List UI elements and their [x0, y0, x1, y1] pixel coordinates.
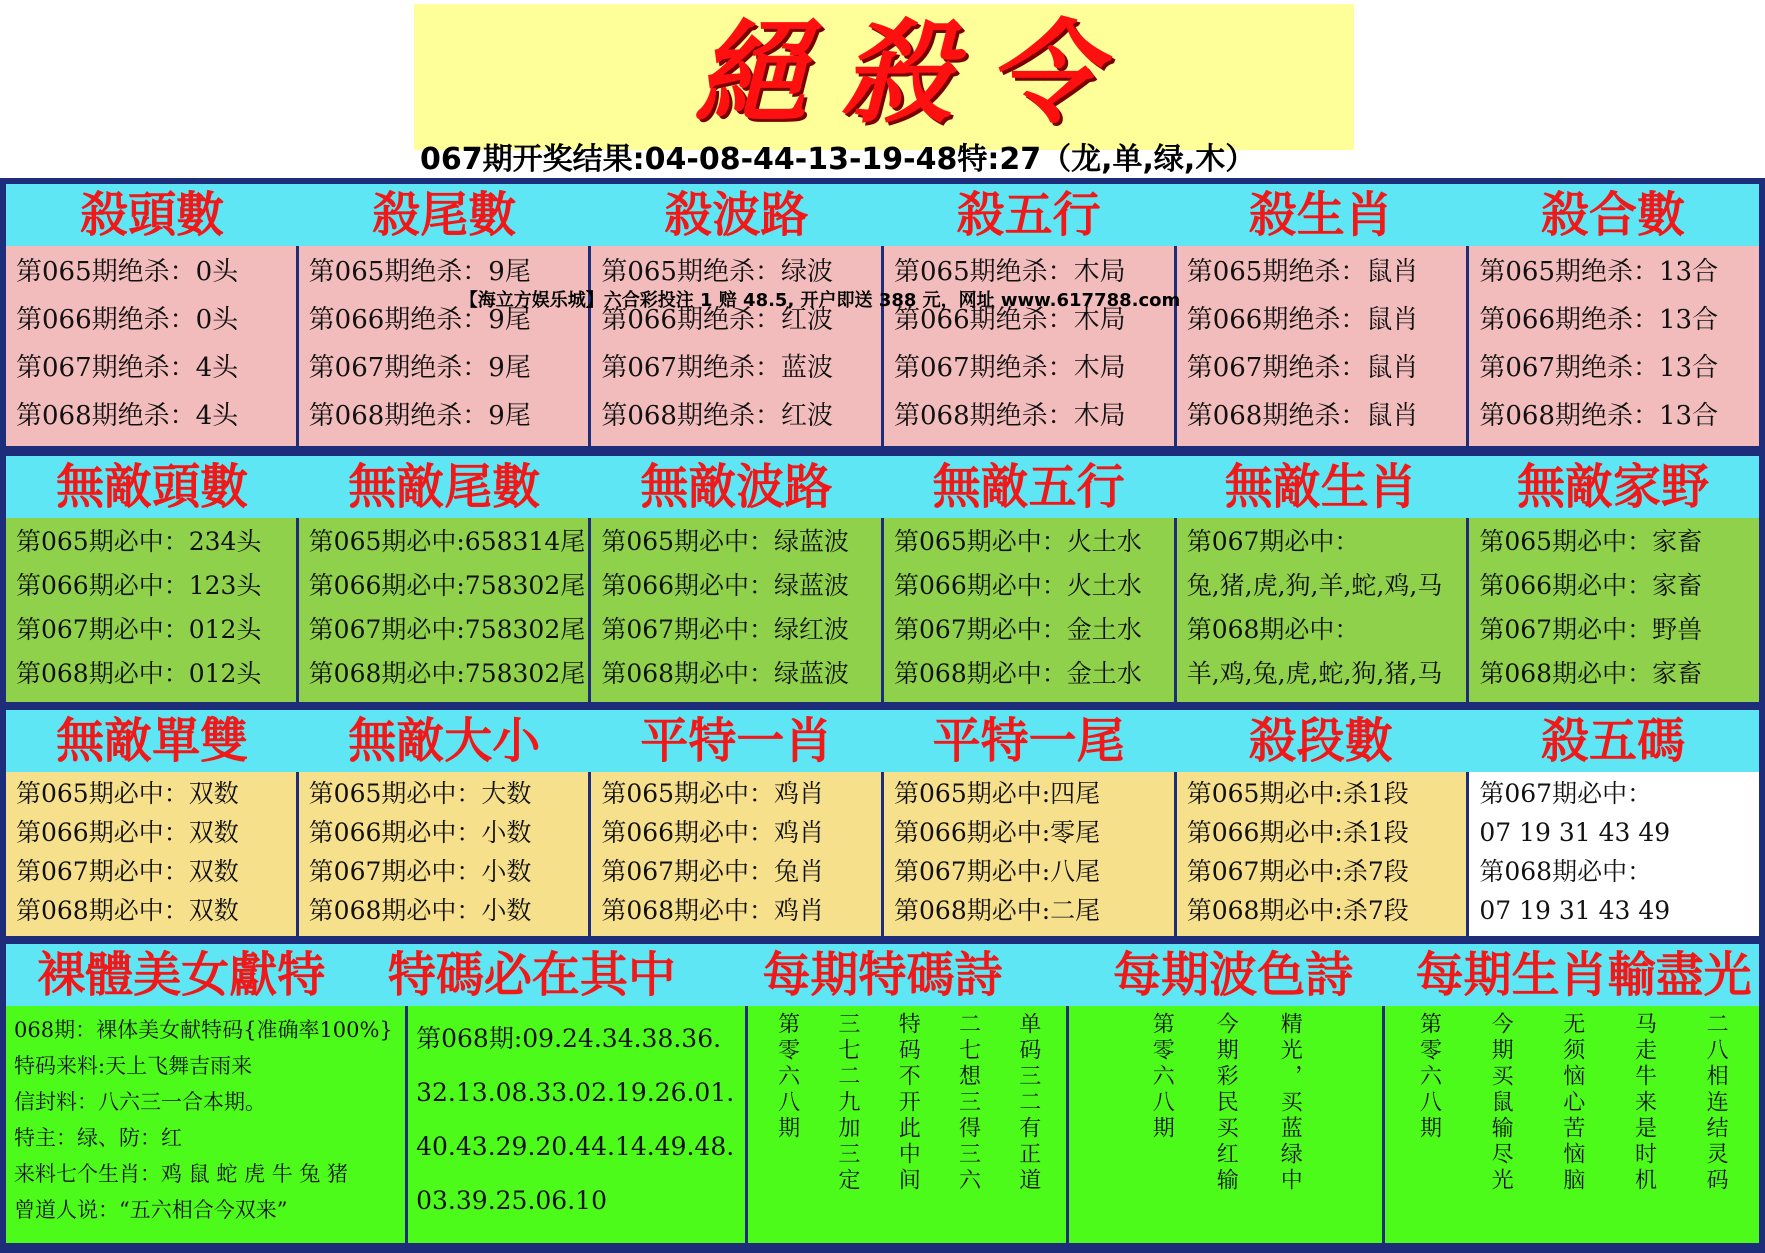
prediction-line: 第067期必中： — [1479, 779, 1653, 808]
prediction-line: 第065期必中：234头 — [16, 527, 262, 556]
prediction-line: 第065期必中：大数 — [308, 779, 532, 808]
prediction-line: 第068期必中：家畜 — [1479, 659, 1703, 688]
poem-line: 03.39.25.06.10 — [416, 1186, 607, 1215]
prediction-line: 第066期绝杀：0头 — [16, 305, 239, 335]
prediction-line: 第067期必中：小数 — [308, 857, 532, 886]
section-header: 殺頭數 — [80, 187, 225, 243]
banner — [414, 4, 1354, 150]
section-header: 殺五行 — [956, 187, 1101, 243]
prediction-column — [299, 772, 592, 936]
prediction-line: 第067期绝杀：9尾 — [308, 353, 531, 383]
poem-line: 068期：裸体美女献特码{准确率100%} — [14, 1018, 393, 1042]
prediction-line: 第065期必中:杀1段 — [1186, 779, 1409, 808]
prediction-line: 第065期必中：家畜 — [1479, 527, 1703, 556]
poem-column: 今期买鼠输尽光 — [1488, 1012, 1514, 1194]
prediction-line: 第066期绝杀：13合 — [1479, 305, 1719, 335]
prediction-line: 07 19 31 43 49 — [1479, 896, 1671, 925]
poem-column: 三七二九加三定 — [834, 1012, 860, 1194]
prediction-line: 第066期必中：火土水 — [894, 571, 1142, 600]
poem-column: 精光，买蓝绿中 — [1277, 1012, 1303, 1194]
prediction-line: 第067期必中:杀7段 — [1186, 857, 1409, 886]
poem-column: 无须恼心苦恼脑 — [1559, 1012, 1585, 1194]
section-must-hit — [6, 456, 1759, 702]
prediction-line: 第065期绝杀：木局 — [894, 257, 1126, 287]
prediction-line: 第068期绝杀：木局 — [894, 401, 1126, 431]
section-header: 無敵五行 — [932, 459, 1125, 515]
prediction-column — [884, 246, 1177, 446]
poem-line: 曾道人说：“五六相合今双来” — [14, 1198, 288, 1222]
prediction-line: 第067期必中：金土水 — [894, 615, 1142, 644]
prediction-line: 第068期必中：双数 — [16, 896, 239, 925]
poem-column: 二八相连结灵码 — [1703, 1012, 1729, 1194]
prediction-line: 第065期绝杀：鼠肖 — [1186, 257, 1419, 287]
section-header: 殺合數 — [1540, 187, 1685, 243]
poem-line: 信封料：八六三一合本期。 — [14, 1090, 266, 1114]
section-header: 裸體美女獻特 — [37, 947, 326, 1003]
section-header: 無敵大小 — [348, 713, 541, 769]
prediction-line: 第067期绝杀：13合 — [1479, 353, 1719, 383]
prediction-line: 羊,鸡,兔,虎,蛇,狗,猪,马 — [1186, 659, 1443, 688]
prediction-column — [1469, 518, 1759, 702]
section-header: 殺段數 — [1248, 713, 1393, 769]
section-header: 無敵單雙 — [56, 713, 249, 769]
prediction-column — [1469, 246, 1759, 446]
prediction-line: 第065期绝杀：9尾 — [308, 257, 531, 287]
prediction-line: 第067期必中：绿红波 — [601, 615, 850, 644]
prediction-line: 第066期必中：双数 — [16, 818, 239, 847]
prediction-line: 第066期绝杀：鼠肖 — [1186, 305, 1419, 335]
section-header: 平特一尾 — [932, 713, 1125, 769]
prediction-line: 第066期绝杀：红波 — [601, 305, 833, 335]
prediction-line: 第068期必中：012头 — [16, 659, 262, 688]
section-poems — [6, 944, 1759, 1243]
special-poem-cell — [748, 1006, 1069, 1243]
draw-result: 067期开奖结果:04-08-44-13-19-48特:27（龙,单,绿,木） — [420, 142, 1256, 177]
beauty-special-cell — [6, 1006, 408, 1243]
prediction-line: 第066期必中:758302尾 — [308, 571, 586, 600]
prediction-line: 第066期必中：123头 — [16, 571, 262, 600]
prediction-line: 第067期绝杀：4头 — [16, 353, 239, 383]
prediction-line: 第068期必中：鸡肖 — [601, 896, 825, 925]
prediction-line: 第067期必中:758302尾 — [308, 615, 586, 644]
color-poem-cell — [1069, 1006, 1385, 1243]
prediction-line: 第066期绝杀：9尾 — [308, 305, 531, 335]
poem-column: 第零六八期 — [774, 1012, 800, 1142]
poem-column: 第零六八期 — [1149, 1012, 1175, 1142]
prediction-line: 07 19 31 43 49 — [1479, 818, 1671, 847]
main-table — [0, 178, 1765, 1253]
special-code-cell — [408, 1006, 748, 1243]
prediction-line: 第067期必中：012头 — [16, 615, 262, 644]
section-misc-headers — [6, 710, 1759, 772]
section-header: 殺生肖 — [1248, 187, 1393, 243]
prediction-line: 第067期绝杀：鼠肖 — [1186, 353, 1419, 383]
section-poems-body — [6, 1006, 1759, 1243]
prediction-line: 第065期绝杀：13合 — [1479, 257, 1719, 287]
section-must-hit-body — [6, 518, 1759, 702]
poem-column: 特码不开此中间 — [895, 1012, 921, 1194]
title-logo: 絕殺令 — [695, 8, 1133, 139]
ad-text: 【海立方娱乐城】六合彩投注 1 赔 48.5, 开户即送 388 元，网址 www.617788.com — [459, 290, 1181, 311]
section-header: 每期波色詩 — [1113, 947, 1354, 1003]
poem-line: 32.13.08.33.02.19.26.01. — [416, 1078, 735, 1107]
prediction-line: 第066期必中:零尾 — [894, 818, 1101, 847]
prediction-line: 第068期必中:杀7段 — [1186, 896, 1409, 925]
prediction-line: 第068期必中： — [1479, 857, 1653, 886]
prediction-line: 第068期绝杀：4头 — [16, 401, 239, 431]
prediction-line: 第065期必中：火土水 — [894, 527, 1142, 556]
section-kill-body — [6, 246, 1759, 446]
prediction-line: 第065期必中：鸡肖 — [601, 779, 825, 808]
prediction-line: 第068期必中：小数 — [308, 896, 532, 925]
prediction-line: 第068期绝杀：13合 — [1479, 401, 1719, 431]
prediction-line: 第065期必中:658314尾 — [308, 527, 586, 556]
poem-line: 来料七个生肖：鸡 鼠 蛇 虎 牛 兔 猪 — [14, 1162, 349, 1186]
section-header: 無敵生肖 — [1224, 459, 1417, 515]
prediction-line: 第068期必中:758302尾 — [308, 659, 586, 688]
prediction-column — [1177, 772, 1470, 936]
section-misc — [6, 710, 1759, 936]
prediction-line: 第066期必中：鸡肖 — [601, 818, 825, 847]
prediction-line: 第067期必中： — [1186, 527, 1360, 556]
poem-line: 40.43.29.20.44.14.49.48. — [416, 1132, 735, 1161]
prediction-column — [6, 772, 299, 936]
zodiac-poem-cell — [1385, 1006, 1759, 1243]
prediction-line: 第067期绝杀：蓝波 — [601, 353, 833, 383]
prediction-column — [884, 518, 1177, 702]
prediction-line: 第065期绝杀：绿波 — [601, 257, 833, 287]
poem-column: 第零六八期 — [1416, 1012, 1442, 1142]
section-header: 殺波路 — [664, 187, 809, 243]
section-header: 無敵頭數 — [56, 459, 249, 515]
prediction-line: 第067期必中：兔肖 — [601, 857, 825, 886]
prediction-column — [299, 518, 592, 702]
section-header: 殺五碼 — [1540, 713, 1685, 769]
prediction-column — [299, 246, 592, 446]
prediction-line: 第066期必中：绿蓝波 — [601, 571, 850, 600]
poem-line: 第068期:09.24.34.38.36. — [416, 1024, 722, 1053]
prediction-line: 第068期必中： — [1186, 615, 1360, 644]
prediction-line: 第067期必中：双数 — [16, 857, 239, 886]
prediction-column — [591, 518, 884, 702]
poem-column: 单码三二有正道 — [1015, 1012, 1041, 1194]
prediction-line: 第066期必中:杀1段 — [1186, 818, 1409, 847]
prediction-line: 第068期必中:二尾 — [894, 896, 1101, 925]
section-misc-body — [6, 772, 1759, 936]
prediction-line: 第065期绝杀：0头 — [16, 257, 239, 287]
prediction-line: 兔,猪,虎,狗,羊,蛇,鸡,马 — [1186, 571, 1443, 600]
section-header: 無敵家野 — [1516, 459, 1709, 515]
prediction-line: 第066期绝杀：木局 — [894, 305, 1126, 335]
section-header: 殺尾數 — [372, 187, 517, 243]
prediction-line: 第067期绝杀：木局 — [894, 353, 1126, 383]
prediction-line: 第065期必中：双数 — [16, 779, 239, 808]
section-header: 特碼必在其中 — [387, 947, 676, 1003]
poem-line: 特码来料:天上飞舞吉雨来 — [14, 1054, 253, 1078]
poem-column: 今期彩民买红输 — [1213, 1012, 1239, 1194]
prediction-line: 第066期必中：家畜 — [1479, 571, 1703, 600]
prediction-line: 第068期绝杀：红波 — [601, 401, 833, 431]
prediction-column — [1469, 772, 1759, 936]
prediction-line: 第068期绝杀：9尾 — [308, 401, 531, 431]
prediction-column — [1177, 518, 1470, 702]
section-header: 每期生肖輸盡光 — [1415, 947, 1752, 1003]
poem-column: 马走牛来是时机 — [1631, 1012, 1657, 1194]
prediction-line: 第066期必中：小数 — [308, 818, 532, 847]
section-poems-headers — [6, 944, 1759, 1006]
section-header: 無敵尾數 — [348, 459, 541, 515]
prediction-column — [6, 246, 299, 446]
prediction-column — [6, 518, 299, 702]
prediction-column — [884, 772, 1177, 936]
section-kill-headers — [6, 184, 1759, 246]
prediction-column — [591, 772, 884, 936]
prediction-line: 第067期必中：野兽 — [1479, 615, 1703, 644]
prediction-line: 第065期必中:四尾 — [894, 779, 1101, 808]
prediction-line: 第067期必中:八尾 — [894, 857, 1101, 886]
prediction-line: 第068期绝杀：鼠肖 — [1186, 401, 1419, 431]
prediction-line: 第065期必中：绿蓝波 — [601, 527, 850, 556]
poem-column: 二七想三得三六 — [955, 1012, 981, 1194]
section-header: 無敵波路 — [640, 459, 833, 515]
prediction-column — [591, 246, 884, 446]
section-must-hit-headers — [6, 456, 1759, 518]
prediction-column — [1177, 246, 1470, 446]
prediction-line: 第068期必中：金土水 — [894, 659, 1142, 688]
section-header: 平特一肖 — [640, 713, 833, 769]
section-header: 每期特碼詩 — [762, 947, 1003, 1003]
poem-line: 特主：绿、防：红 — [14, 1126, 182, 1150]
prediction-line: 第068期必中：绿蓝波 — [601, 659, 850, 688]
